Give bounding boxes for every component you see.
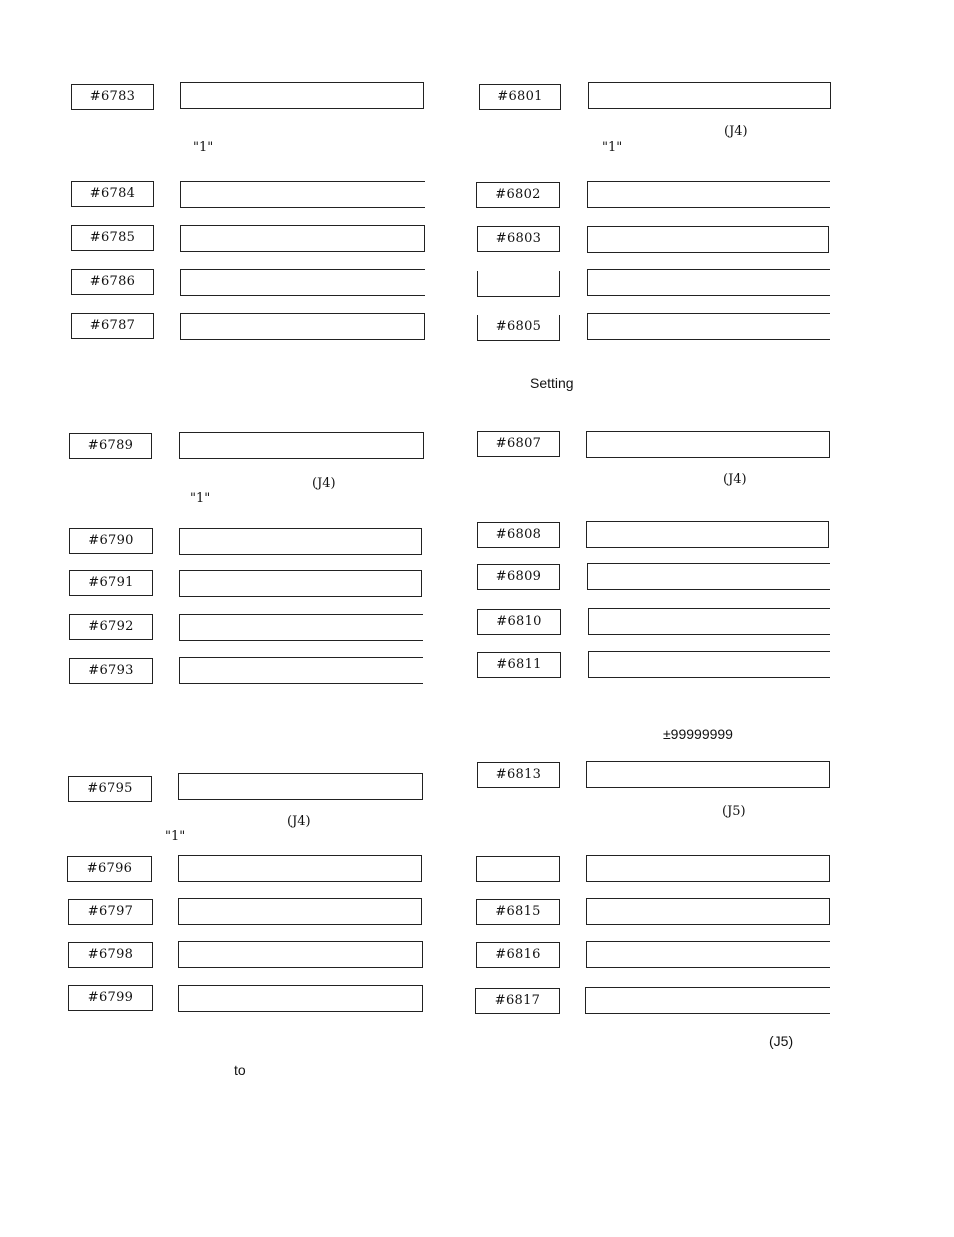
parameter-label: #6803 [477, 226, 560, 252]
parameter-value-field[interactable] [178, 773, 423, 800]
parameter-label: #6798 [68, 942, 153, 968]
note-text: (J5) [722, 804, 746, 819]
parameter-label: #6792 [69, 614, 153, 640]
parameter-label: #6799 [68, 985, 153, 1011]
note-text: "1" [190, 491, 211, 506]
parameter-label: #6808 [477, 522, 560, 548]
note-text: "1" [165, 829, 186, 844]
parameter-value-field[interactable] [178, 855, 422, 882]
parameter-value-field[interactable] [586, 761, 830, 788]
parameter-label: #6811 [477, 652, 561, 678]
parameter-value-field[interactable] [587, 226, 829, 253]
parameter-label: #6805 [477, 315, 560, 341]
parameter-label: #6786 [71, 269, 154, 295]
parameter-value-field[interactable] [588, 608, 830, 635]
parameter-label: #6790 [69, 528, 153, 554]
parameter-label: #6796 [67, 856, 152, 882]
parameter-label: #6797 [68, 899, 153, 925]
note-text: (J4) [723, 472, 747, 487]
parameter-value-field[interactable] [588, 82, 831, 109]
parameter-value-field[interactable] [180, 313, 425, 340]
parameter-value-field[interactable] [179, 657, 423, 684]
parameter-value-field[interactable] [180, 225, 425, 252]
parameter-label: #6810 [477, 609, 561, 635]
note-text: (J5) [769, 1033, 794, 1049]
parameter-value-field[interactable] [585, 987, 830, 1014]
parameter-label: #6817 [475, 988, 560, 1014]
parameter-label: #6783 [71, 84, 154, 110]
parameter-label [476, 856, 560, 882]
note-text: Setting [530, 375, 574, 391]
parameter-value-field[interactable] [587, 269, 830, 296]
parameter-label: #6813 [477, 762, 560, 788]
parameter-value-field[interactable] [586, 431, 830, 458]
parameter-value-field[interactable] [588, 651, 830, 678]
parameter-value-field[interactable] [179, 614, 423, 641]
parameter-value-field[interactable] [178, 941, 423, 968]
parameter-value-field[interactable] [180, 82, 424, 109]
note-text: (J4) [724, 124, 748, 139]
note-text: (J4) [287, 814, 311, 829]
parameter-value-field[interactable] [586, 855, 830, 882]
parameter-value-field[interactable] [178, 898, 422, 925]
parameter-label [477, 271, 560, 297]
parameter-value-field[interactable] [180, 181, 425, 208]
note-text: "1" [193, 140, 214, 155]
parameter-value-field[interactable] [587, 563, 830, 590]
parameter-value-field[interactable] [179, 432, 424, 459]
parameter-label: #6789 [69, 433, 152, 459]
parameter-label: #6795 [68, 776, 152, 802]
parameter-label: #6793 [69, 658, 153, 684]
note-text: (J4) [312, 476, 336, 491]
parameter-label: #6807 [477, 431, 560, 457]
parameter-label: #6802 [476, 182, 560, 208]
parameter-value-field[interactable] [586, 941, 830, 968]
parameter-value-field[interactable] [587, 313, 830, 340]
parameter-label: #6815 [476, 899, 560, 925]
parameter-value-field[interactable] [179, 528, 422, 555]
parameter-label: #6801 [479, 84, 561, 110]
parameter-value-field[interactable] [587, 181, 830, 208]
parameter-value-field[interactable] [178, 985, 423, 1012]
note-text: "1" [602, 140, 623, 155]
parameter-label: #6785 [71, 225, 154, 251]
note-text: to [234, 1062, 246, 1078]
note-text: ±99999999 [663, 726, 733, 742]
parameter-value-field[interactable] [180, 269, 425, 296]
parameter-label: #6791 [69, 570, 153, 596]
parameter-value-field[interactable] [586, 898, 830, 925]
parameter-label: #6784 [71, 181, 154, 207]
parameter-label: #6809 [477, 564, 560, 590]
parameter-value-field[interactable] [179, 570, 422, 597]
parameter-value-field[interactable] [586, 521, 829, 548]
parameter-label: #6816 [476, 942, 560, 968]
parameter-label: #6787 [71, 313, 154, 339]
